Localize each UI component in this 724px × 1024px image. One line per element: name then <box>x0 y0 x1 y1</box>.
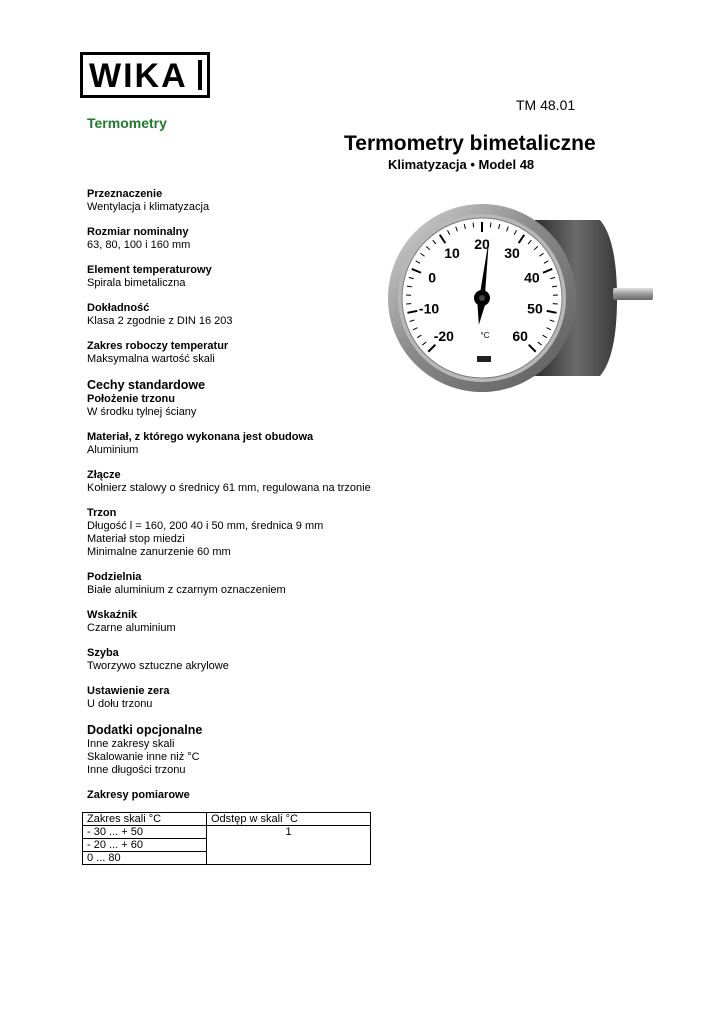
spec-element <box>87 264 387 290</box>
spec-value: Inne zakresy skali <box>87 738 175 750</box>
spec-label: Rozmiar nominalny <box>87 226 189 238</box>
spec-value: Aluminium <box>87 444 139 456</box>
spec-label: Materiał, z którego wykonana jest obudowa <box>87 431 314 443</box>
table-cell: - 20 ... + 60 <box>83 839 207 852</box>
category-label: Termometry <box>87 115 167 131</box>
spec-value: Skalowanie inne niż °C <box>87 751 200 763</box>
spec-accuracy <box>87 302 387 328</box>
spec-value: Materiał stop miedzi <box>87 533 185 545</box>
spec-zero-setting <box>87 685 387 711</box>
spec-label: Zakres roboczy temperatur <box>87 340 229 352</box>
spec-value: Inne długości trzonu <box>87 764 186 776</box>
table-row <box>83 826 371 839</box>
page-title: Termometry bimetaliczne <box>344 132 596 155</box>
spec-value: W środku tylnej ściany <box>87 406 197 418</box>
gauge-label: 10 <box>444 245 460 262</box>
spec-purpose <box>87 188 387 214</box>
page-subtitle: Klimatyzacja • Model 48 <box>388 157 535 172</box>
section-heading: Dodatki opcjonalne <box>87 723 203 737</box>
spec-label: Wskaźnik <box>87 609 138 621</box>
logo-text: WIKA <box>89 57 188 95</box>
spec-value: Czarne aluminium <box>87 622 176 634</box>
spec-value: Minimalne zanurzenie 60 mm <box>87 546 231 558</box>
spec-label: Trzon <box>87 507 117 519</box>
gauge-label: -10 <box>418 300 440 317</box>
spec-list <box>87 188 387 802</box>
spec-value: Maksymalna wartość skali <box>87 353 215 365</box>
spec-stem-position <box>87 393 387 419</box>
spec-nominal-size <box>87 226 387 252</box>
table-header-cell: Zakres skali °C <box>83 813 207 826</box>
spec-value: Białe aluminium z czarnym oznaczeniem <box>87 584 286 596</box>
gauge-tick <box>473 223 474 228</box>
spec-window <box>87 647 387 673</box>
spec-value: Tworzywo sztuczne akrylowe <box>87 660 229 672</box>
spec-value: U dołu trzonu <box>87 698 153 710</box>
wika-logo <box>80 52 210 98</box>
gauge-label: 20 <box>474 236 490 252</box>
spec-value: Klasa 2 zgodnie z DIN 16 203 <box>87 315 233 327</box>
spec-value: Spirala bimetaliczna <box>87 277 186 289</box>
thermometer-image <box>385 180 690 425</box>
spec-stem <box>87 507 387 559</box>
spec-label: Ustawienie zera <box>87 685 170 697</box>
spec-value: 63, 80, 100 i 160 mm <box>87 239 191 251</box>
table-cell: - 30 ... + 50 <box>83 826 207 839</box>
gauge-label: 40 <box>524 269 540 286</box>
ranges-table <box>82 812 371 865</box>
gauge-label: 0 <box>428 269 437 286</box>
gauge-label: 50 <box>527 300 543 317</box>
table-cell-interval: 1 <box>207 826 371 865</box>
gauge-label: -20 <box>433 328 454 345</box>
spec-label: Złącze <box>87 469 121 481</box>
doc-number: TM 48.01 <box>516 97 576 113</box>
spec-label: Położenie trzonu <box>87 393 175 405</box>
spec-label: Element temperaturowy <box>87 264 212 276</box>
gauge-label: 30 <box>504 245 520 262</box>
ranges-heading: Zakresy pomiarowe <box>87 789 190 801</box>
standard-features <box>87 378 387 419</box>
maker-plate <box>477 356 491 362</box>
spec-dial <box>87 571 387 597</box>
spec-connection <box>87 469 387 495</box>
spec-label: Dokładność <box>87 302 150 314</box>
table-header-cell: Odstęp w skali °C <box>207 813 371 826</box>
table-header-row <box>83 813 371 826</box>
gauge-label: 60 <box>512 328 528 345</box>
logo-bar <box>198 60 202 90</box>
spec-value: Wentylacja i klimatyzacja <box>87 201 210 213</box>
section-heading: Cechy standardowe <box>87 378 206 392</box>
spec-value: Kołnierz stalowy o średnicy 61 mm, regulowana na trzonie <box>87 482 371 494</box>
spec-pointer <box>87 609 387 635</box>
table-cell: 0 ... 80 <box>83 852 207 865</box>
gauge-unit: °C <box>480 331 490 340</box>
spec-label: Przeznaczenie <box>87 188 163 200</box>
spec-value: Długość l = 160, 200 40 i 50 mm, średnica 9 mm <box>87 520 324 532</box>
spec-label: Podzielnia <box>87 571 142 583</box>
spec-case-material <box>87 431 387 457</box>
spec-working-range <box>87 340 387 366</box>
spec-label: Szyba <box>87 647 119 659</box>
gauge-tick <box>490 223 491 228</box>
optional-extras <box>87 723 387 777</box>
